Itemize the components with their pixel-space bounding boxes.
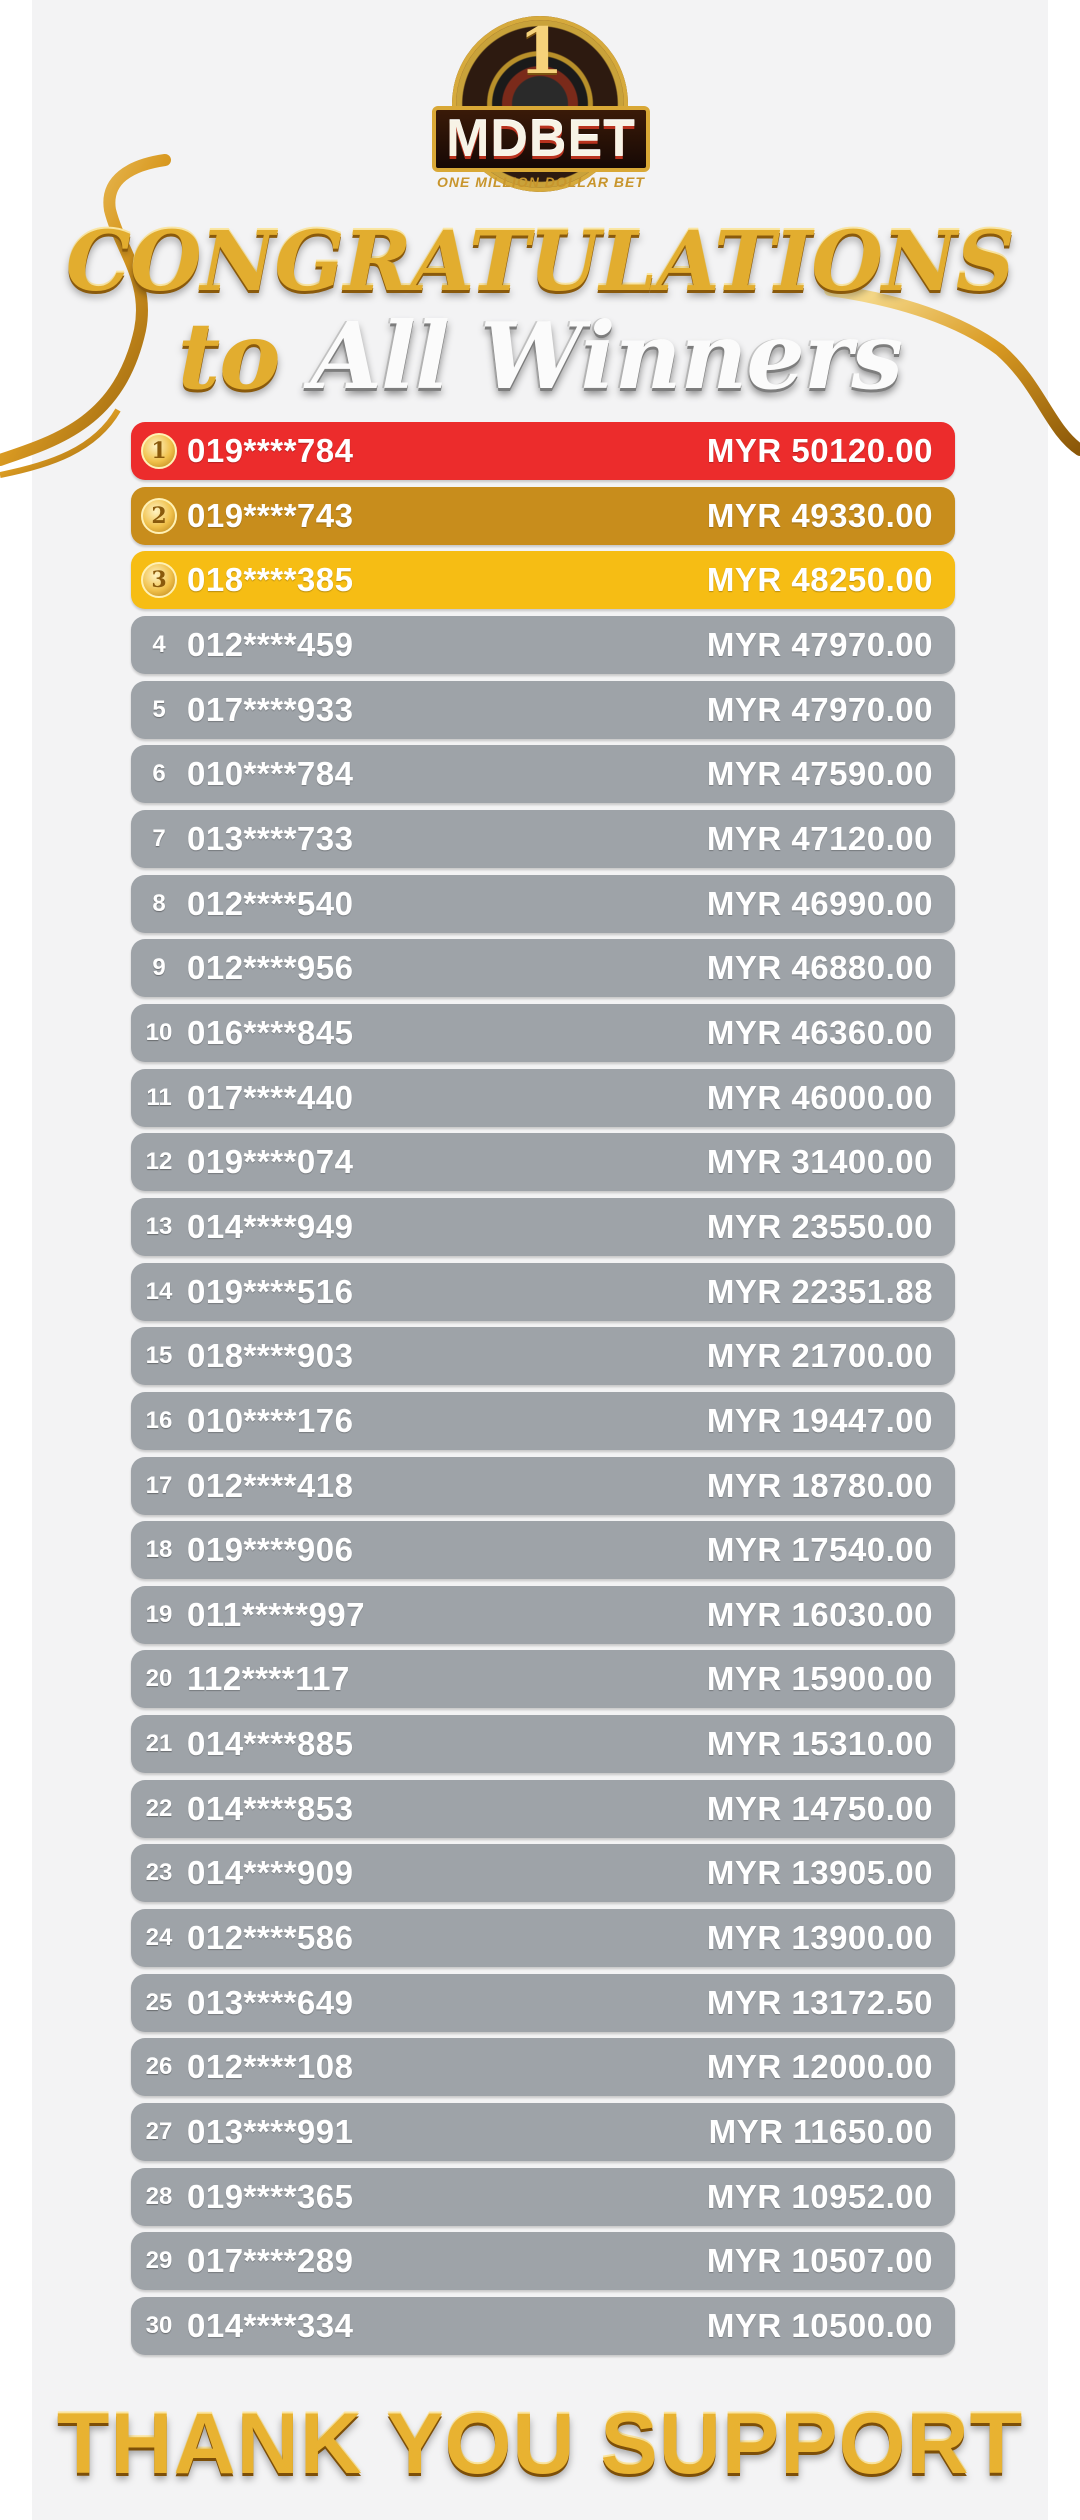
medal-icon: [131, 433, 187, 469]
winner-row: [131, 2297, 955, 2355]
winner-phone: 019****516: [187, 1272, 354, 1310]
winner-amount: MYR 47120.00: [706, 819, 933, 857]
winner-rank: 23: [145, 1859, 173, 1887]
winner-rank: 26: [145, 2053, 173, 2081]
winner-row: [131, 939, 955, 997]
winner-amount: MYR 46880.00: [706, 949, 933, 987]
winner-rank: 1: [141, 433, 177, 469]
winner-phone: 012****418: [187, 1466, 354, 1504]
headline-all-winners: All Winners: [310, 302, 903, 410]
winner-phone: 013****733: [187, 819, 354, 857]
winner-amount: MYR 47970.00: [706, 690, 933, 728]
winner-amount: MYR 48250.00: [706, 561, 933, 599]
winner-phone: 011*****997: [187, 1595, 366, 1633]
winner-row: [131, 2103, 955, 2161]
winner-row: [131, 551, 955, 609]
winner-phone: 012****540: [187, 884, 354, 922]
winner-phone: 016****845: [187, 1013, 354, 1051]
winner-phone: 010****784: [187, 755, 354, 793]
winner-row: [131, 810, 955, 868]
winner-amount: MYR 15900.00: [706, 1660, 933, 1698]
winner-rank: 16: [145, 1406, 173, 1434]
winner-amount: MYR 10507.00: [706, 2242, 933, 2280]
winner-rank: 20: [145, 1665, 173, 1693]
winner-row: [131, 1974, 955, 2032]
winner-amount: MYR 23550.00: [706, 1207, 933, 1245]
winner-row: [131, 1198, 955, 1256]
winner-rank: 2: [141, 498, 177, 534]
winner-rank: 14: [145, 1277, 173, 1305]
winner-rank: 30: [145, 2312, 173, 2340]
winner-rank: 28: [145, 2182, 173, 2210]
winner-row: [131, 1715, 955, 1773]
winner-rank: 3: [141, 562, 177, 598]
winner-phone: 014****909: [187, 1854, 354, 1892]
winner-row: [131, 1780, 955, 1838]
winner-rank: 6: [152, 760, 166, 788]
winner-row: [131, 422, 955, 480]
winner-phone: 012****459: [187, 625, 354, 663]
winner-amount: MYR 17540.00: [706, 1531, 933, 1569]
medal-icon: [131, 498, 187, 534]
winner-phone: 012****956: [187, 949, 354, 987]
winner-amount: MYR 22351.88: [706, 1272, 933, 1310]
winner-amount: MYR 46000.00: [706, 1078, 933, 1116]
winner-rank: 17: [145, 1471, 173, 1499]
winner-phone: 012****108: [187, 2048, 354, 2086]
thank-you-footer: THANK YOU SUPPORT: [56, 2396, 1024, 2492]
winner-amount: MYR 49330.00: [706, 496, 933, 534]
medal-icon: [131, 562, 187, 598]
winner-rank: 15: [145, 1342, 173, 1370]
winner-phone: 018****903: [187, 1337, 354, 1375]
winner-amount: MYR 46360.00: [706, 1013, 933, 1051]
winner-row: [131, 1133, 955, 1191]
winner-phone: 017****440: [187, 1078, 354, 1116]
winner-phone: 019****906: [187, 1531, 354, 1569]
winner-row: [131, 1392, 955, 1450]
winner-amount: MYR 46990.00: [706, 884, 933, 922]
winner-phone: 014****949: [187, 1207, 354, 1245]
winner-row: [131, 1004, 955, 1062]
winner-amount: MYR 13900.00: [706, 1919, 933, 1957]
winner-row: [131, 487, 955, 545]
mdbet-logo: [430, 14, 652, 192]
winner-phone: 018****385: [187, 561, 354, 599]
winner-rank: 7: [152, 824, 166, 852]
winner-amount: MYR 11650.00: [708, 2113, 933, 2151]
winner-amount: MYR 21700.00: [706, 1337, 933, 1375]
winner-rank: 18: [145, 1536, 173, 1564]
winner-phone: 012****586: [187, 1919, 354, 1957]
winner-rank: 27: [145, 2118, 173, 2146]
winner-rank: 12: [145, 1148, 173, 1176]
winner-row: [131, 745, 955, 803]
winner-phone: 014****885: [187, 1725, 354, 1763]
winner-amount: MYR 10500.00: [706, 2307, 933, 2345]
winner-amount: MYR 10952.00: [706, 2177, 933, 2215]
winner-amount: MYR 15310.00: [706, 1725, 933, 1763]
headline-congratulations: CONGRATULATIONS: [65, 214, 1015, 310]
winner-rank: 10: [145, 1018, 173, 1046]
winner-row: [131, 2038, 955, 2096]
headline-winners: [0, 304, 1080, 408]
winner-row: [131, 681, 955, 739]
winner-phone: 014****853: [187, 1789, 354, 1827]
winner-row: [131, 1909, 955, 1967]
winner-phone: 019****074: [187, 1143, 354, 1181]
winner-amount: MYR 12000.00: [706, 2048, 933, 2086]
winner-row: [131, 1844, 955, 1902]
winner-row: [131, 1521, 955, 1579]
winner-row: [131, 2232, 955, 2290]
winner-phone: 013****991: [187, 2113, 354, 2151]
logo-plate: [432, 106, 650, 172]
winner-row: [131, 1069, 955, 1127]
winner-phone: 019****365: [187, 2177, 354, 2215]
winner-row: [131, 875, 955, 933]
winner-phone: 019****784: [187, 432, 354, 469]
winner-amount: MYR 13905.00: [706, 1854, 933, 1892]
winner-row: [131, 1263, 955, 1321]
winner-row: [131, 1327, 955, 1385]
winner-rank: 21: [145, 1730, 173, 1758]
winner-phone: 019****743: [187, 496, 354, 534]
headline: [0, 214, 1080, 408]
winner-rank: 13: [145, 1212, 173, 1240]
winner-row: [131, 2168, 955, 2226]
winner-phone: 017****289: [187, 2242, 354, 2280]
winner-phone: 010****176: [187, 1401, 354, 1439]
winner-amount: MYR 16030.00: [706, 1595, 933, 1633]
winner-rank: 9: [152, 954, 166, 982]
winners-list: [131, 422, 955, 2362]
logo-number: 1: [518, 14, 564, 89]
winner-rank: 5: [152, 695, 166, 723]
winner-phone: 112****117: [187, 1660, 350, 1698]
winner-amount: MYR 50120.00: [706, 432, 933, 469]
winner-amount: MYR 19447.00: [706, 1401, 933, 1439]
winner-rank: 29: [145, 2247, 173, 2275]
winner-rank: 11: [146, 1083, 172, 1111]
headline-to: to: [177, 302, 280, 410]
winner-rank: 24: [145, 1924, 173, 1952]
winner-rank: 22: [145, 1794, 173, 1822]
winner-phone: 013****649: [187, 1983, 354, 2021]
winner-row: [131, 616, 955, 674]
winner-rank: 4: [152, 630, 166, 658]
winner-row: [131, 1650, 955, 1708]
winner-row: [131, 1586, 955, 1644]
winner-rank: 19: [145, 1600, 173, 1628]
winner-rank: 8: [152, 889, 166, 917]
winner-amount: MYR 14750.00: [706, 1789, 933, 1827]
winner-phone: 017****933: [187, 690, 354, 728]
logo-brand: MDBET: [446, 110, 636, 168]
winner-row: [131, 1457, 955, 1515]
winner-amount: MYR 47970.00: [706, 625, 933, 663]
winner-rank: 25: [145, 1988, 173, 2016]
winner-amount: MYR 18780.00: [706, 1466, 933, 1504]
winner-amount: MYR 47590.00: [706, 755, 933, 793]
logo-tagline: ONE MILLION DOLLAR BET: [437, 174, 645, 190]
winner-amount: MYR 13172.50: [706, 1983, 933, 2021]
winner-phone: 014****334: [187, 2307, 354, 2345]
winner-amount: MYR 31400.00: [706, 1143, 933, 1181]
